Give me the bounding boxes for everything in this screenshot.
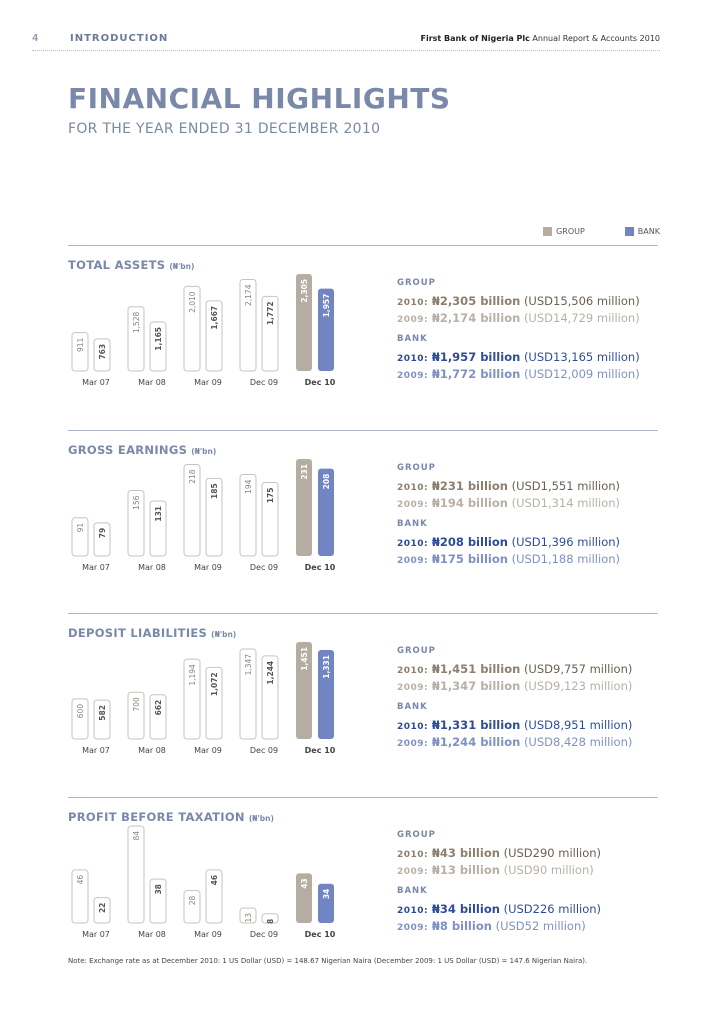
year-label: 2009: xyxy=(397,500,429,510)
category-label: Mar 07 xyxy=(82,378,110,387)
year-label: 2009: xyxy=(397,683,429,693)
amount: ₦43 billion xyxy=(431,846,500,860)
usd-amount: (USD290 million) xyxy=(503,846,602,860)
bank-value-label: 582 xyxy=(98,705,107,721)
usd-amount: (USD1,396 million) xyxy=(511,535,621,549)
group-bar-mar-09 xyxy=(184,891,200,923)
group-value-label: 84 xyxy=(132,831,141,841)
group-value-label: 600 xyxy=(76,703,85,719)
group-value-label: 43 xyxy=(300,878,309,889)
amount: ₦208 billion xyxy=(431,535,508,549)
group-value-label: 2,010 xyxy=(188,291,197,313)
bank-bar-mar-07 xyxy=(94,523,110,556)
usd-amount: (USD226 million) xyxy=(503,902,602,916)
summary-row-group-2010 xyxy=(397,479,662,496)
panel-unit: (₦'bn) xyxy=(191,447,217,456)
category-label: Mar 07 xyxy=(82,930,110,939)
group-value-label: 911 xyxy=(76,337,85,352)
bank-value-label: 175 xyxy=(266,487,275,504)
usd-amount: (USD1,188 million) xyxy=(511,552,621,566)
legend-group-swatch xyxy=(543,227,552,236)
panel-unit: (₦'bn) xyxy=(169,262,195,271)
year-label: 2010: xyxy=(397,539,429,549)
summary-row-bank-2009 xyxy=(397,367,662,384)
summary-row-group-2009 xyxy=(397,679,662,696)
usd-amount: (USD1,551 million) xyxy=(511,479,621,493)
summary-row-bank-2009 xyxy=(397,552,662,569)
category-label: Mar 09 xyxy=(194,378,222,387)
legend-group xyxy=(543,227,585,236)
year-label: 2009: xyxy=(397,371,429,381)
year-label: 2010: xyxy=(397,850,429,860)
year-label: 2010: xyxy=(397,666,429,676)
bank-value-label: 208 xyxy=(322,473,331,490)
year-label: 2010: xyxy=(397,483,429,493)
bank-value-label: 1,244 xyxy=(266,660,275,685)
panel-unit: (₦'bn) xyxy=(248,814,274,823)
group-value-label: 1,451 xyxy=(300,647,309,671)
panel-deposit-liabilities xyxy=(68,613,658,769)
summary-bank-header: BANK xyxy=(397,702,428,712)
total-assets-summary xyxy=(397,278,662,384)
panel-title-text: TOTAL ASSETS xyxy=(68,258,166,272)
summary-group-header: GROUP xyxy=(397,646,436,656)
bank-value-label: 1,331 xyxy=(322,655,331,679)
report-title xyxy=(421,34,661,43)
group-value-label: 2,174 xyxy=(244,284,253,306)
amount: ₦1,772 billion xyxy=(431,367,521,381)
profit-before-taxation-chart xyxy=(68,798,398,953)
group-value-label: 218 xyxy=(188,469,197,484)
page-subtitle: FOR THE YEAR ENDED 31 DECEMBER 2010 xyxy=(68,121,381,137)
category-label: Mar 09 xyxy=(194,746,222,755)
bank-value-label: 131 xyxy=(154,505,163,522)
panel-unit: (₦'bn) xyxy=(211,630,237,639)
bank-value-label: 8 xyxy=(266,918,275,924)
summary-row-bank-2010 xyxy=(397,535,662,552)
usd-amount: (USD12,009 million) xyxy=(523,367,640,381)
total-assets-chart xyxy=(68,246,398,401)
category-label: Dec 10 xyxy=(304,930,336,939)
group-value-label: 13 xyxy=(244,912,253,923)
usd-amount: (USD15,506 million) xyxy=(523,294,640,308)
bank-value-label: 22 xyxy=(98,902,107,914)
legend-bank xyxy=(625,227,660,236)
bank-value-label: 763 xyxy=(98,343,107,360)
bank-value-label: 79 xyxy=(98,527,107,539)
year-label: 2010: xyxy=(397,722,429,732)
category-label: Mar 08 xyxy=(138,930,166,939)
summary-group-header: GROUP xyxy=(397,830,436,840)
group-value-label: 700 xyxy=(132,697,141,712)
footnote: Note: Exchange rate as at December 2010: 1 US Dollar (USD) = 148.67 Nigerian Naira (December 2009: 1 US Dollar (USD) = 147.6 Nigerian Naira). xyxy=(68,957,588,965)
bank-value-label: 1,772 xyxy=(266,301,275,326)
usd-amount: (USD90 million) xyxy=(503,863,594,877)
amount: ₦231 billion xyxy=(431,479,508,493)
summary-row-bank-2010 xyxy=(397,902,662,919)
panel-title-text: PROFIT BEFORE TAXATION xyxy=(68,810,245,824)
year-label: 2009: xyxy=(397,739,429,749)
bank-value-label: 38 xyxy=(154,884,163,895)
gross-earnings-chart xyxy=(68,431,398,586)
category-label: Dec 10 xyxy=(304,563,336,572)
summary-row-bank-2010 xyxy=(397,350,662,367)
summary-row-group-2009 xyxy=(397,311,662,328)
amount: ₦13 billion xyxy=(431,863,500,877)
legend xyxy=(531,227,660,236)
group-value-label: 46 xyxy=(76,874,85,885)
group-value-label: 194 xyxy=(244,479,253,494)
amount: ₦2,174 billion xyxy=(431,311,521,325)
amount: ₦8 billion xyxy=(431,919,492,933)
category-label: Mar 07 xyxy=(82,746,110,755)
category-label: Mar 08 xyxy=(138,746,166,755)
group-value-label: 91 xyxy=(76,522,85,533)
bank-value-label: 34 xyxy=(322,888,331,900)
page-title: FINANCIAL HIGHLIGHTS xyxy=(68,82,451,115)
bank-value-label: 662 xyxy=(154,699,163,716)
category-label: Mar 07 xyxy=(82,563,110,572)
summary-row-group-2009 xyxy=(397,496,662,513)
panel-title-text: GROSS EARNINGS xyxy=(68,443,188,457)
bank-value-label: 1,667 xyxy=(210,305,219,330)
legend-group-label: GROUP xyxy=(556,227,585,236)
usd-amount: (USD9,123 million) xyxy=(523,679,633,693)
category-label: Dec 09 xyxy=(249,563,279,572)
usd-amount: (USD8,428 million) xyxy=(523,735,633,749)
group-value-label: 28 xyxy=(188,895,197,906)
group-value-label: 1,347 xyxy=(244,653,253,676)
profit-before-taxation-summary xyxy=(397,830,662,936)
year-label: 2009: xyxy=(397,867,429,877)
year-label: 2009: xyxy=(397,315,429,325)
amount: ₦34 billion xyxy=(431,902,500,916)
legend-bank-label: BANK xyxy=(637,227,660,236)
summary-group-header: GROUP xyxy=(397,278,436,288)
summary-bank-header: BANK xyxy=(397,519,428,529)
summary-row-bank-2009 xyxy=(397,919,662,936)
panel-gross-earnings xyxy=(68,430,658,586)
group-value-label: 1,194 xyxy=(188,664,197,686)
year-label: 2009: xyxy=(397,556,429,566)
summary-bank-header: BANK xyxy=(397,334,428,344)
gross-earnings-summary xyxy=(397,463,662,569)
category-label: Mar 09 xyxy=(194,930,222,939)
year-label: 2010: xyxy=(397,298,429,308)
amount: ₦175 billion xyxy=(431,552,508,566)
year-label: 2009: xyxy=(397,923,429,933)
group-value-label: 1,528 xyxy=(132,311,141,334)
category-label: Mar 09 xyxy=(194,563,222,572)
summary-row-group-2010 xyxy=(397,846,662,863)
summary-row-group-2009 xyxy=(397,863,662,880)
year-label: 2010: xyxy=(397,906,429,916)
report-title-rest: Annual Report & Accounts 2010 xyxy=(529,34,660,43)
year-label: 2010: xyxy=(397,354,429,364)
bank-value-label: 1,165 xyxy=(154,326,163,351)
category-label: Mar 08 xyxy=(138,378,166,387)
panel-profit-before-taxation xyxy=(68,797,658,953)
page-number: 4 xyxy=(32,33,39,44)
report-title-bold: First Bank of Nigeria Plc xyxy=(420,34,530,43)
summary-bank-header: BANK xyxy=(397,886,428,896)
amount: ₦1,957 billion xyxy=(431,350,521,364)
amount: ₦194 billion xyxy=(431,496,508,510)
deposit-liabilities-summary xyxy=(397,646,662,752)
category-label: Dec 10 xyxy=(304,378,336,387)
summary-row-group-2010 xyxy=(397,294,662,311)
amount: ₦2,305 billion xyxy=(431,294,521,308)
category-label: Dec 09 xyxy=(249,746,279,755)
group-value-label: 156 xyxy=(132,495,141,510)
usd-amount: (USD1,314 million) xyxy=(511,496,621,510)
deposit-liabilities-chart xyxy=(68,614,398,769)
usd-amount: (USD52 million) xyxy=(495,919,586,933)
category-label: Dec 09 xyxy=(249,378,279,387)
amount: ₦1,451 billion xyxy=(431,662,521,676)
amount: ₦1,244 billion xyxy=(431,735,521,749)
usd-amount: (USD8,951 million) xyxy=(523,718,633,732)
category-label: Dec 10 xyxy=(304,746,336,755)
header-divider xyxy=(32,50,660,51)
summary-row-bank-2010 xyxy=(397,718,662,735)
bank-value-label: 46 xyxy=(210,874,219,886)
category-label: Dec 09 xyxy=(249,930,279,939)
section-label: INTRODUCTION xyxy=(70,33,169,44)
summary-group-header: GROUP xyxy=(397,463,436,473)
usd-amount: (USD13,165 million) xyxy=(523,350,640,364)
summary-row-bank-2009 xyxy=(397,735,662,752)
panel-total-assets xyxy=(68,245,658,401)
panel-title-text: DEPOSIT LIABILITIES xyxy=(68,626,208,640)
group-value-label: 231 xyxy=(300,464,309,480)
legend-bank-swatch xyxy=(625,227,634,236)
bank-value-label: 185 xyxy=(210,483,219,499)
category-label: Mar 08 xyxy=(138,563,166,572)
bank-value-label: 1,957 xyxy=(322,293,331,318)
bank-value-label: 1,072 xyxy=(210,672,219,697)
usd-amount: (USD14,729 million) xyxy=(523,311,640,325)
amount: ₦1,347 billion xyxy=(431,679,521,693)
summary-row-group-2010 xyxy=(397,662,662,679)
group-value-label: 2,305 xyxy=(300,279,309,303)
usd-amount: (USD9,757 million) xyxy=(523,662,633,676)
amount: ₦1,331 billion xyxy=(431,718,521,732)
